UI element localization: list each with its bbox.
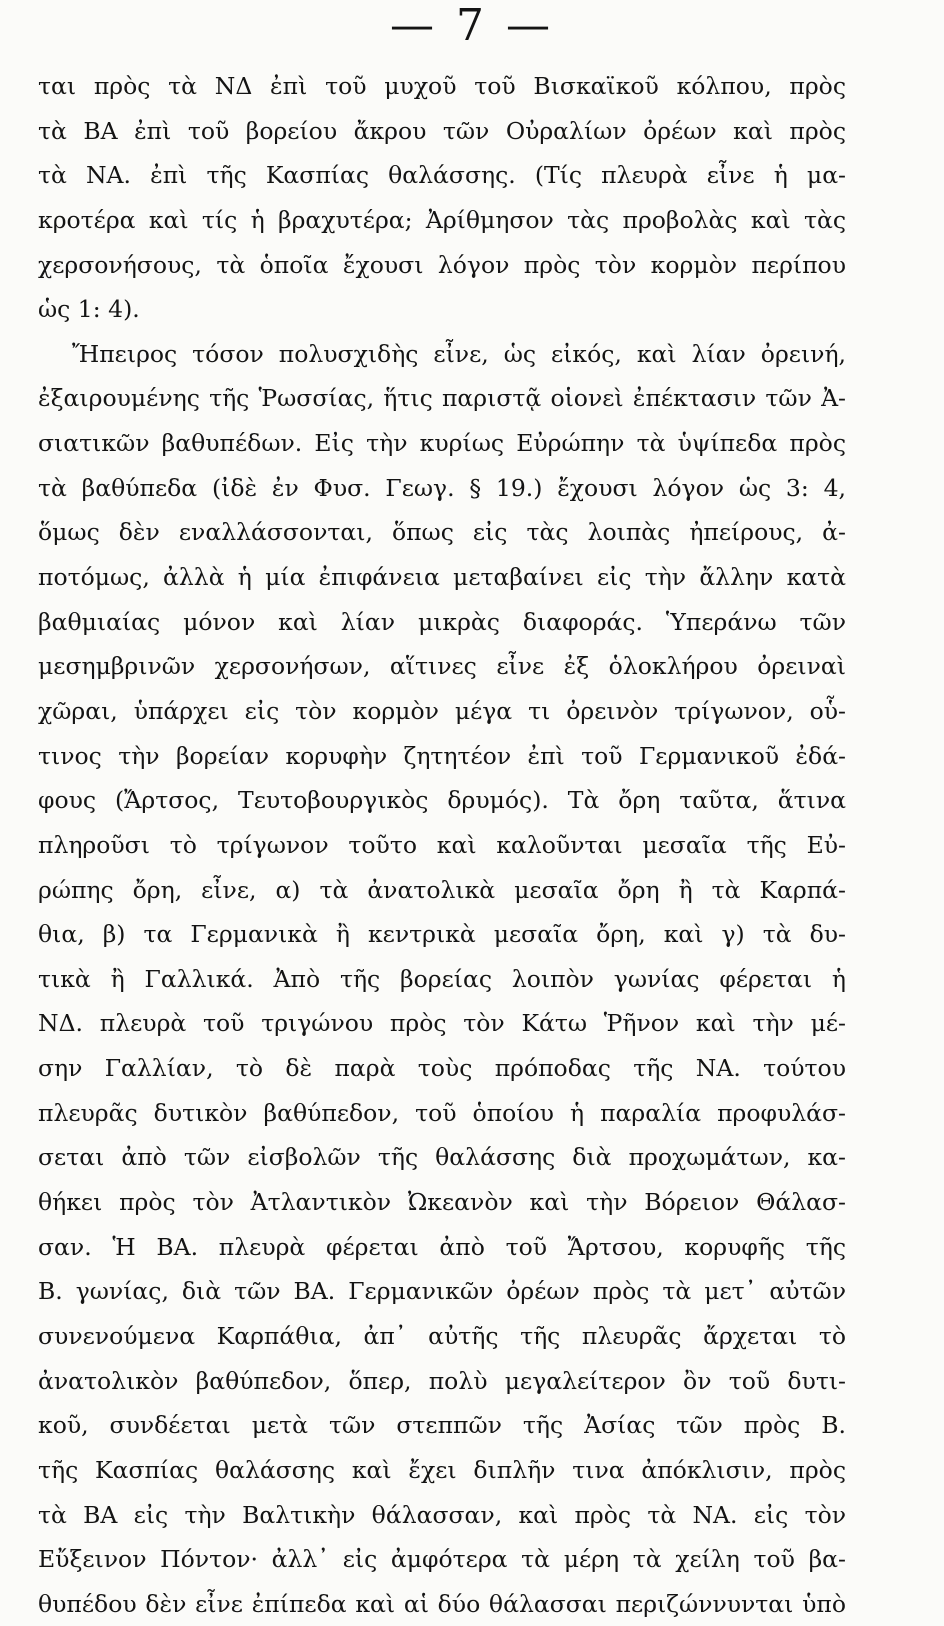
- text-line: κοῦ, συνδέεται μετὰ τῶν στεππῶν τῆς Ἀσίας τῶν πρὸς Β.: [38, 1411, 846, 1440]
- text-line: σην Γαλλίαν, τὸ δὲ παρὰ τοὺς πρόποδας τῆς ΝΑ. τούτου: [38, 1054, 846, 1083]
- text-line: πληροῦσι τὸ τρίγωνον τοῦτο καὶ καλοῦνται μεσαῖα τῆς Εὐ-: [38, 830, 846, 859]
- text-line: Ἤπειρος τόσον πολυσχιδὴς εἶνε, ὡς εἰκός, καὶ λίαν ὀρεινή,: [72, 339, 846, 368]
- text-line: ἀνατολικὸν βαθύπεδον, ὅπερ, πολὺ μεγαλείτερον ὂν τοῦ δυτι-: [38, 1366, 846, 1395]
- text-line: σιατικῶν βαθυπέδων. Εἰς τὴν κυρίως Εὐρώπην τὰ ὑψίπεδα πρὸς: [38, 429, 846, 458]
- text-line: ἐξαιρουμένης τῆς Ῥωσσίας, ἥτις παριστᾷ οἱονεὶ ἐπέκτασιν τῶν Ἀ-: [38, 384, 846, 413]
- page-number: — 7 —: [390, 0, 554, 51]
- text-line: φους (Ἄρτσος, Τευτοβουργικὸς δρυμός). Τὰ ὄρη ταῦτα, ἅτινα: [38, 786, 846, 815]
- text-line: τὰ ΒΑ ἐπὶ τοῦ βορείου ἄκρου τῶν Οὐραλίων ὀρέων καὶ πρὸς: [38, 116, 846, 145]
- text-line: Εὔξεινον Πόντον· ἀλλ᾽ εἰς ἀμφότερα τὰ μέρη τὰ χείλη τοῦ βα-: [38, 1545, 846, 1574]
- text-line: τικὰ ἢ Γαλλικά. Ἀπὸ τῆς βορείας λοιπὸν γωνίας φέρεται ἡ: [38, 964, 846, 993]
- body-text: [38, 64, 846, 1626]
- text-line: ται πρὸς τὰ ΝΔ ἐπὶ τοῦ μυχοῦ τοῦ Βισκαϊκοῦ κόλπου, πρὸς: [38, 72, 846, 100]
- text-line: τὰ ΒΑ εἰς τὴν Βαλτικὴν θάλασσαν, καὶ πρὸς τὰ ΝΑ. εἰς τὸν: [38, 1500, 846, 1529]
- text-line: σαν. Ἡ ΒΑ. πλευρὰ φέρεται ἀπὸ τοῦ Ἄρτσου, κορυφῆς τῆς: [38, 1232, 846, 1261]
- text-line: θήκει πρὸς τὸν Ἀτλαντικὸν Ὠκεανὸν καὶ τὴν Βόρειον Θάλασ-: [38, 1188, 846, 1217]
- text-line: σεται ἀπὸ τῶν εἰσβολῶν τῆς θαλάσσης διὰ προχωμάτων, κα-: [38, 1143, 846, 1172]
- text-line: ὡς 1: 4).: [38, 295, 140, 324]
- text-line: θια, β) τα Γερμανικὰ ἢ κεντρικὰ μεσαῖα ὄρη, καὶ γ) τὰ δυ-: [38, 920, 846, 949]
- text-line: χερσονήσους, τὰ ὁποῖα ἔχουσι λόγον πρὸς τὸν κορμὸν περίπου: [38, 250, 846, 279]
- text-line: πλευρᾶς δυτικὸν βαθύπεδον, τοῦ ὁποίου ἡ παραλία προφυλάσ-: [38, 1098, 846, 1127]
- text-line: ΝΔ. πλευρὰ τοῦ τριγώνου πρὸς τὸν Κάτω Ῥῆνον καὶ τὴν μέ-: [38, 1009, 846, 1038]
- text-line: θυπέδου δὲν εἶνε ἐπίπεδα καὶ αἱ δύο θάλασσαι περιζώννυνται ὑπὸ: [38, 1589, 846, 1618]
- text-line: Β. γωνίας, διὰ τῶν ΒΑ. Γερμανικῶν ὀρέων πρὸς τὰ μετ᾽ αὐτῶν: [38, 1277, 846, 1306]
- text-line: χῶραι, ὑπάρχει εἰς τὸν κορμὸν μέγα τι ὀρεινὸν τρίγωνον, οὗ-: [38, 696, 846, 725]
- text-line: τῆς Κασπίας θαλάσσης καὶ ἔχει διπλῆν τινα ἀπόκλισιν, πρὸς: [38, 1455, 846, 1484]
- text-line: τινος τὴν βορείαν κορυφὴν ζητητέον ἐπὶ τοῦ Γερμανικοῦ ἐδά-: [38, 741, 846, 770]
- text-line: τὰ ΝΑ. ἐπὶ τῆς Κασπίας θαλάσσης. (Τίς πλευρὰ εἶνε ἡ μα-: [38, 161, 846, 190]
- text-line: ὅμως δὲν εναλλάσσονται, ὅπως εἰς τὰς λοιπὰς ἠπείρους, ἀ-: [38, 518, 846, 547]
- text-line: μεσημβρινῶν χερσονήσων, αἵτινες εἶνε ἐξ ὁλοκλήρου ὀρειναὶ: [38, 652, 846, 681]
- text-line: βαθμιαίας μόνον καὶ λίαν μικρὰς διαφοράς. Ὑπεράνω τῶν: [38, 607, 846, 636]
- text-line: συνενούμενα Καρπάθια, ἀπ᾽ αὐτῆς τῆς πλευρᾶς ἄρχεται τὸ: [38, 1321, 846, 1350]
- text-line: ποτόμως, ἀλλὰ ἡ μία ἐπιφάνεια μεταβαίνει εἰς τὴν ἄλλην κατὰ: [38, 563, 846, 592]
- text-line: ρώπης ὄρη, εἶνε, α) τὰ ἀνατολικὰ μεσαῖα ὄρη ἢ τὰ Καρπά-: [38, 875, 846, 904]
- text-line: τὰ βαθύπεδα (ἰδὲ ἐν Φυσ. Γεωγ. § 19.) ἔχουσι λόγον ὡς 3: 4,: [38, 473, 846, 502]
- text-line: κροτέρα καὶ τίς ἡ βραχυτέρα; Ἀρίθμησον τὰς προβολὰς καὶ τὰς: [38, 205, 846, 234]
